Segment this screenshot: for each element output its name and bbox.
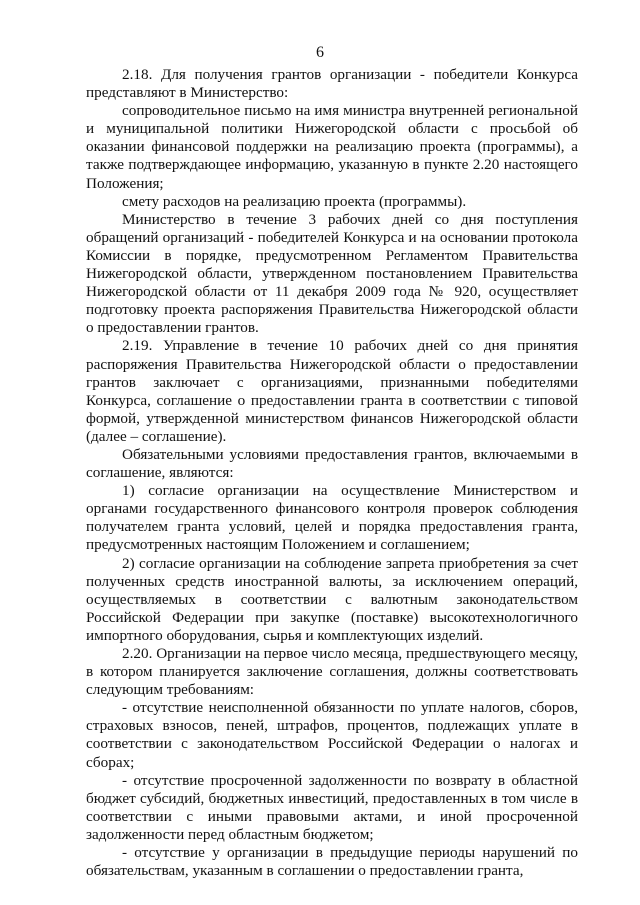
paragraph: 2.19. Управление в течение 10 рабочих дней со дня принятия распоряжения Правительства Нижегородской области о предоставлении грантов заключает с организациями, признанными победителями Конкурса, соглашение о предоставлении гранта в соответствии с типовой формой, утвержденной министерством финансов Нижегородской области (далее – соглашение).	[86, 337, 578, 445]
paragraph: Обязательными условиями предоставления грантов, включаемыми в соглашение, являются:	[86, 445, 578, 482]
paragraph: - отсутствие у организации в предыдущие периоды нарушений по обязательствам, указанным в соглашении о предоставлении гранта,	[86, 844, 578, 880]
paragraph: сопроводительное письмо на имя министра внутренней региональной и муниципальной политики Нижегородской области с просьбой об оказании финансовой поддержки на реализацию проекта (программы), а также подтверждающее информацию, указанную в пункте 2.20 настоящего Положения;	[86, 102, 578, 192]
paragraph: 2.18. Для получения грантов организации - победители Конкурса представляют в Министерство:	[86, 66, 578, 102]
paragraph: 1) согласие организации на осуществление Министерством и органами государственного финансового контроля проверок соблюдения получателем гранта условий, целей и порядка предоставления гранта, предусмотренных настоящим Положением и соглашением;	[86, 482, 578, 554]
paragraph: 2.20. Организации на первое число месяца, предшествующего месяцу, в котором планируется заключение соглашения, должны соответствовать следующим требованиям:	[86, 645, 578, 699]
paragraph: Министерство в течение 3 рабочих дней со дня поступления обращений организаций - победителей Конкурса и на основании протокола Комиссии в порядке, предусмотренном Регламентом Правительства Нижегородской области, утвержденном постановлением Правительства Нижегородской области от 11 декабря 2009 года № 920, осуществляет подготовку проекта распоряжения Правительства Нижегородской области о предоставлении грантов.	[86, 210, 578, 337]
document-body	[86, 66, 578, 880]
paragraph: смету расходов на реализацию проекта (программы).	[122, 192, 467, 210]
page-number: 6	[316, 44, 324, 61]
paragraph: - отсутствие неисполненной обязанности по уплате налогов, сборов, страховых взносов, пеней, штрафов, процентов, подлежащих уплате в соответствии с законодательством Российской Федерации о налогах и сборах;	[86, 699, 578, 771]
paragraph: - отсутствие просроченной задолженности по возврату в областной бюджет субсидий, бюджетных инвестиций, предоставленных в том числе в соответствии с иными правовыми актами, и иной просроченной задолженности перед областным бюджетом;	[86, 771, 578, 843]
paragraph: 2) согласие организации на соблюдение запрета приобретения за счет полученных средств иностранной валюты, за исключением операций, осуществляемых в соответствии с валютным законодательством Российской Федерации при закупке (поставке) высокотехнологичного импортного оборудования, сырья и комплектующих изделий.	[86, 554, 578, 644]
